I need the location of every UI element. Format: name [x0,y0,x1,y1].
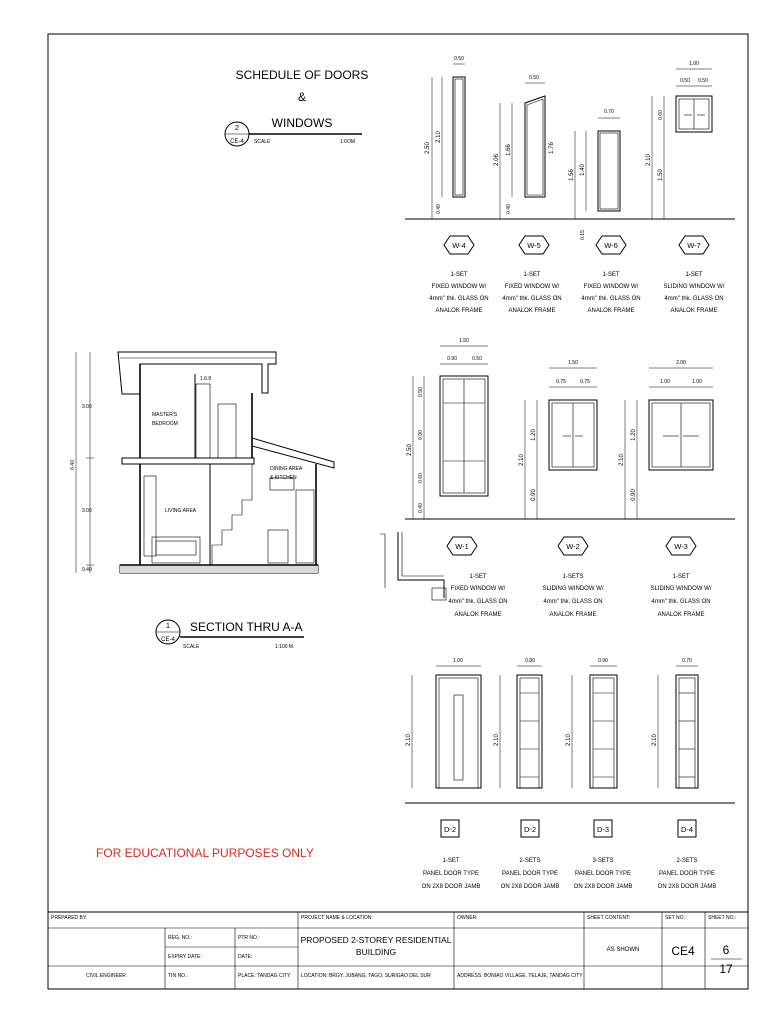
svg-text:1.00: 1.00 [660,379,670,385]
svg-text:4mm" thk. GLASS ON: 4mm" thk. GLASS ON [664,296,724,302]
svg-text:0.60: 0.60 [418,473,424,483]
svg-text:CE4: CE4 [671,944,695,958]
svg-text:1.56: 1.56 [569,169,575,181]
svg-text:0.70: 0.70 [682,658,692,664]
svg-text:OWNER:: OWNER: [457,915,478,921]
svg-text:FIXED WINDOW W/: FIXED WINDOW W/ [583,284,639,290]
schedule-scale-label: SCALE [254,139,271,145]
svg-text:W-5: W-5 [527,241,541,250]
svg-text:1-SET: 1-SET [469,574,487,580]
svg-text:FIXED WINDOW W/: FIXED WINDOW W/ [504,284,560,290]
svg-text:W-1: W-1 [455,542,469,551]
svg-text:1-SET: 1-SET [685,272,703,278]
svg-text:2-SETS: 2-SETS [519,858,541,864]
svg-text:17: 17 [719,962,733,976]
svg-text:0.50: 0.50 [698,78,708,84]
svg-text:FIXED WINDOW W/: FIXED WINDOW W/ [431,284,487,290]
svg-text:W-7: W-7 [687,241,701,250]
svg-text:ANALOK FRAME: ANALOK FRAME [549,612,597,618]
schedule-tag-num: 2 [234,123,240,132]
schedule-title-line1: SCHEDULE OF DOORS [235,68,369,82]
svg-text:1.00: 1.00 [692,379,702,385]
svg-text:LOCATION: BRGY. JUBANG, TAGO,: LOCATION: BRGY. JUBANG, TAGO, SURIGAO DEL SUR [301,973,431,979]
svg-text:0.75: 0.75 [556,379,566,385]
svg-text:3-SETS: 3-SETS [592,858,614,864]
svg-text:1-SET: 1-SET [602,272,620,278]
svg-text:ANALOK FRAME: ANALOK FRAME [670,308,718,314]
svg-text:MASTER'S: MASTER'S [152,412,178,418]
svg-text:2.10: 2.10 [652,734,658,746]
svg-text:4mm" thk. GLASS ON: 4mm" thk. GLASS ON [502,296,562,302]
svg-text:2.10: 2.10 [519,454,525,466]
svg-text:BUILDING: BUILDING [355,947,397,957]
svg-text:PTR NO.:: PTR NO.: [238,935,260,941]
svg-text:PANEL DOOR TYPE: PANEL DOOR TYPE [502,871,558,877]
svg-text:& KITCHEN: & KITCHEN [270,475,297,481]
svg-text:0.15: 0.15 [580,230,586,240]
schedule-tag-ref: CE-4 [230,139,244,145]
svg-text:FIXED WINDOW W/: FIXED WINDOW W/ [450,586,506,592]
svg-text:2.50: 2.50 [425,142,431,154]
svg-text:2.00: 2.00 [676,360,686,366]
svg-text:ON 2X8 DOOR JAMB: ON 2X8 DOOR JAMB [657,884,717,890]
svg-text:DINING AREA: DINING AREA [270,466,303,472]
svg-text:0.50: 0.50 [454,56,464,62]
svg-text:2.10: 2.10 [406,734,412,746]
svg-text:0.70: 0.70 [604,109,614,115]
svg-text:2.10: 2.10 [619,454,625,466]
svg-text:LIVING AREA: LIVING AREA [165,508,197,514]
svg-text:1-SET: 1-SET [672,574,690,580]
svg-text:6.40: 6.40 [70,460,76,470]
svg-text:BEDROOM: BEDROOM [152,421,178,427]
svg-text:0.90: 0.90 [598,658,608,664]
svg-text:EXPIRY DATE:: EXPIRY DATE: [168,954,202,960]
svg-text:ANALOK FRAME: ANALOK FRAME [657,612,705,618]
svg-text:W-4: W-4 [452,241,466,250]
svg-text:SLIDING WINDOW W/: SLIDING WINDOW W/ [650,586,712,592]
svg-text:2.06: 2.06 [494,154,500,166]
educational-notice: FOR EDUCATIONAL PURPOSES ONLY [96,846,314,860]
svg-text:SHEET NO.:: SHEET NO.: [708,915,737,921]
svg-text:4mm" thk. GLASS ON: 4mm" thk. GLASS ON [448,599,508,605]
svg-text:ADDRESS: BONIAO VILLAGE, TELAJ: ADDRESS: BONIAO VILLAGE, TELAJE, TANDAG CITY [457,973,583,979]
svg-text:1.50: 1.50 [568,360,578,366]
svg-text:4mm" thk. GLASS ON: 4mm" thk. GLASS ON [581,296,641,302]
svg-text:1: 1 [165,621,171,630]
svg-text:0.40: 0.40 [506,204,512,214]
svg-text:1.20: 1.20 [631,429,637,441]
svg-text:W-6: W-6 [604,241,618,250]
svg-text:0.50: 0.50 [529,75,539,81]
svg-text:ON 2X8 DOOR JAMB: ON 2X8 DOOR JAMB [500,884,560,890]
svg-text:1.40: 1.40 [580,164,586,176]
svg-text:ANALOK FRAME: ANALOK FRAME [435,308,483,314]
svg-text:SLIDING WINDOW W/: SLIDING WINDOW W/ [663,284,725,290]
schedule-title-line3: WINDOWS [271,116,333,130]
svg-text:1.6.8: 1.6.8 [200,376,212,382]
svg-text:SHEET CONTENT:: SHEET CONTENT: [587,915,630,921]
svg-text:0.50: 0.50 [680,78,690,84]
svg-text:1.50: 1.50 [459,338,469,344]
svg-text:REG. NO.:: REG. NO.: [168,935,192,941]
svg-text:DATE:: DATE: [238,954,253,960]
svg-text:AS SHOWN: AS SHOWN [606,947,640,953]
svg-text:0.50: 0.50 [418,387,424,397]
svg-text:2-SETS: 2-SETS [676,858,698,864]
svg-text:PLACE: TANDAG CITY: PLACE: TANDAG CITY [238,973,291,979]
svg-text:ANALOK FRAME: ANALOK FRAME [587,308,635,314]
svg-text:PANEL DOOR TYPE: PANEL DOOR TYPE [575,871,631,877]
svg-text:1.00: 1.00 [453,658,463,664]
svg-text:1.66: 1.66 [506,144,512,156]
svg-text:1.50: 1.50 [658,169,664,181]
svg-text:0.40: 0.40 [418,503,424,513]
svg-text:SLIDING WINDOW W/: SLIDING WINDOW W/ [542,586,604,592]
svg-text:3.00: 3.00 [82,508,92,514]
svg-text:4mm" thk. GLASS ON: 4mm" thk. GLASS ON [429,296,489,302]
svg-text:1.20: 1.20 [531,429,537,441]
schedule-scale-value: 1:6OM [340,139,356,145]
svg-text:1.76: 1.76 [549,142,555,154]
svg-text:ON 2X8 DOOR JAMB: ON 2X8 DOOR JAMB [421,884,481,890]
svg-text:CIVIL ENGINEER: CIVIL ENGINEER [86,973,126,979]
svg-text:1-SET: 1-SET [450,272,468,278]
svg-text:PANEL DOOR TYPE: PANEL DOOR TYPE [423,871,479,877]
svg-text:SCALE: SCALE [183,644,200,650]
svg-text:1-SET: 1-SET [523,272,541,278]
svg-text:CE-4: CE-4 [161,637,175,643]
svg-text:0.40: 0.40 [82,567,92,573]
svg-text:0.90: 0.90 [447,356,457,362]
schedule-title-line2: & [297,90,307,104]
svg-text:0.50: 0.50 [472,356,482,362]
svg-text:ANALOK FRAME: ANALOK FRAME [508,308,556,314]
svg-text:PANEL DOOR TYPE: PANEL DOOR TYPE [659,871,715,877]
svg-text:1-SETS: 1-SETS [562,574,584,580]
section-title: SECTION THRU A-A [190,620,303,634]
svg-text:PROPOSED 2-STOREY RESIDENTIAL: PROPOSED 2-STOREY RESIDENTIAL [300,935,452,945]
svg-text:SET NO.:: SET NO.: [665,915,687,921]
svg-text:D-2: D-2 [523,825,537,834]
svg-text:1:100 M.: 1:100 M. [275,644,295,650]
svg-text:TIN NO.:: TIN NO.: [168,973,188,979]
svg-text:4mm" thk. GLASS ON: 4mm" thk. GLASS ON [543,599,603,605]
svg-text:D-4: D-4 [680,825,694,834]
svg-text:PROJECT NAME & LOCATION:: PROJECT NAME & LOCATION: [301,915,373,921]
svg-text:4mm" thk. GLASS ON: 4mm" thk. GLASS ON [651,599,711,605]
svg-text:W-3: W-3 [674,542,688,551]
svg-text:6: 6 [722,943,730,957]
svg-text:0.75: 0.75 [580,379,590,385]
svg-text:3.00: 3.00 [82,404,92,410]
svg-text:W-2: W-2 [566,542,580,551]
svg-text:2.10: 2.10 [566,734,572,746]
svg-text:PREPARED BY:: PREPARED BY: [51,915,88,921]
svg-text:2.10: 2.10 [494,734,500,746]
svg-text:0.90: 0.90 [531,489,537,501]
svg-text:2.10: 2.10 [646,154,652,166]
svg-text:D-3: D-3 [596,825,610,834]
svg-text:0.40: 0.40 [436,204,442,214]
svg-text:1.00: 1.00 [689,61,699,67]
svg-text:0.90: 0.90 [418,430,424,440]
svg-text:2.50: 2.50 [407,444,413,456]
svg-text:0.60: 0.60 [658,110,664,120]
svg-text:0.90: 0.90 [631,489,637,501]
svg-text:2.10: 2.10 [436,131,442,143]
svg-text:D-2: D-2 [443,825,457,834]
svg-text:0.80: 0.80 [525,658,535,664]
svg-text:1-SET: 1-SET [442,858,460,864]
svg-text:ANALOK FRAME: ANALOK FRAME [454,612,502,618]
svg-text:ON 2X8 DOOR JAMB: ON 2X8 DOOR JAMB [573,884,633,890]
